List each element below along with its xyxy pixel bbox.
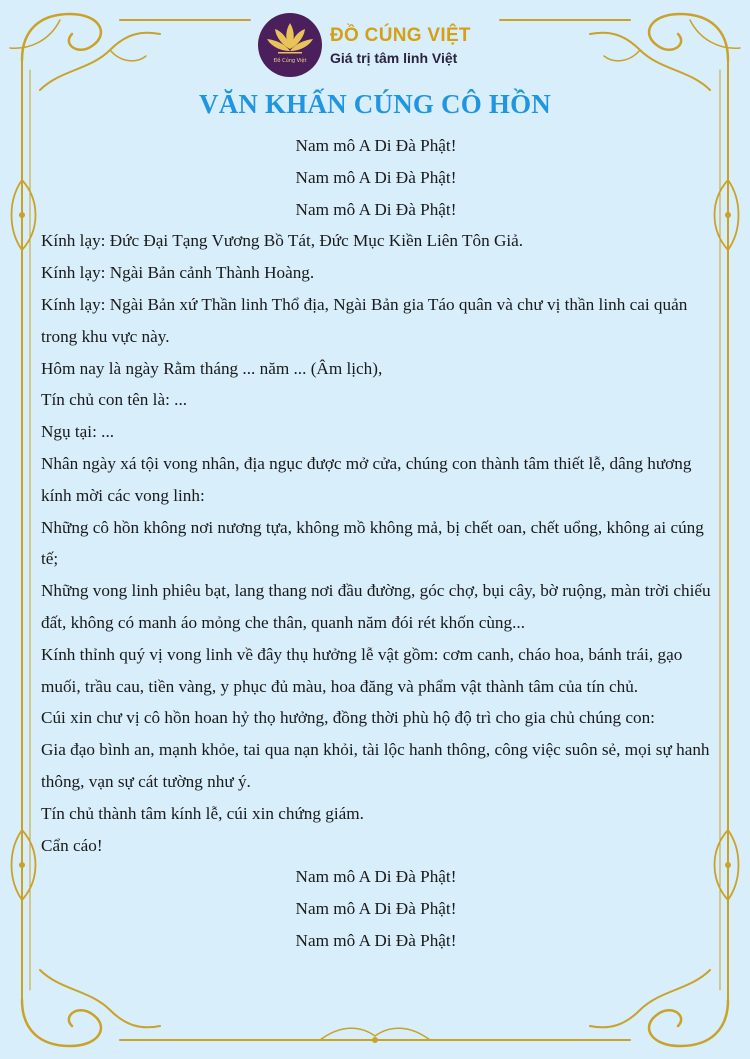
closing-invocation: Nam mô A Di Đà Phật! [295, 867, 457, 887]
closing-invocation: Nam mô A Di Đà Phật! [295, 930, 457, 950]
opening-invocation: Nam mô A Di Đà Phật! [295, 136, 457, 155]
paragraph: Ngụ tại: ... [41, 422, 115, 442]
paragraph: Gia đạo bình an, mạnh khỏe, tai qua nạn khỏi, tài lộc hanh thông, công việc suôn sẻ, mọi sự hanh thông, vạn sự cát tường như ý. [41, 740, 710, 791]
paragraph: Hôm nay là ngày Rằm tháng ... năm ... (Âm lịch), [41, 358, 383, 378]
paragraph: Tín chủ con tên là: ... [41, 390, 188, 410]
closing-invocation: Nam mô A Di Đà Phật! [295, 899, 457, 919]
paragraph: Những cô hồn không nơi nương tựa, không mồ không mả, bị chết oan, chết uổng, không ai cúng tế; [41, 517, 704, 569]
paragraph: Cẩn cáo! [41, 835, 103, 855]
page-title: VĂN KHẤN CÚNG CÔ HỒN [199, 89, 551, 119]
lotus-icon [258, 13, 322, 77]
prayer-text [41, 130, 711, 957]
paragraph: Tín chủ thành tâm kính lễ, cúi xin chứng giám. [41, 803, 364, 823]
brand-slogan: Giá trị tâm linh Việt [330, 49, 458, 66]
paragraph: Cúi xin chư vị cô hồn hoan hỷ thọ hưởng, đồng thời phù hộ độ trì cho gia chủ chúng con: [41, 708, 655, 728]
paragraph: Kính lạy: Ngài Bản cảnh Thành Hoàng. [41, 263, 315, 283]
opening-invocation: Nam mô A Di Đà Phật! [295, 199, 457, 219]
paragraph: Kính thỉnh quý vị vong linh về đây thụ hưởng lễ vật gồm: cơm canh, cháo hoa, bánh trái, gạo muối, trầu cau, tiền vàng, y phục đủ màu, hoa đăng và phẩm vật thành tâm của tín chủ. [41, 644, 683, 696]
opening-invocation: Nam mô A Di Đà Phật! [295, 167, 457, 187]
paragraph: Những vong linh phiêu bạt, lang thang nơi đầu đường, góc chợ, bụi cây, bờ ruộng, màn trời chiếu đất, không có manh áo mỏng che thân, quanh năm đói rét khốn cùng... [41, 581, 711, 632]
paragraph: Kính lạy: Ngài Bản xứ Thần linh Thổ địa, Ngài Bản gia Táo quân và chư vị thần linh cai quản trong khu vực này. [41, 294, 688, 346]
paragraph: Kính lạy: Đức Đại Tạng Vương Bồ Tát, Đức Mục Kiền Liên Tôn Giả. [41, 231, 524, 251]
brand-name: ĐỒ CÚNG VIỆT [330, 24, 471, 46]
brand-logo [258, 12, 498, 78]
badge-text: Đồ Cúng Việt [273, 58, 307, 64]
paragraph: Nhân ngày xá tội vong nhân, địa ngục được mở cửa, chúng con thành tâm thiết lễ, dâng hương kính mời các vong linh: [41, 453, 692, 505]
